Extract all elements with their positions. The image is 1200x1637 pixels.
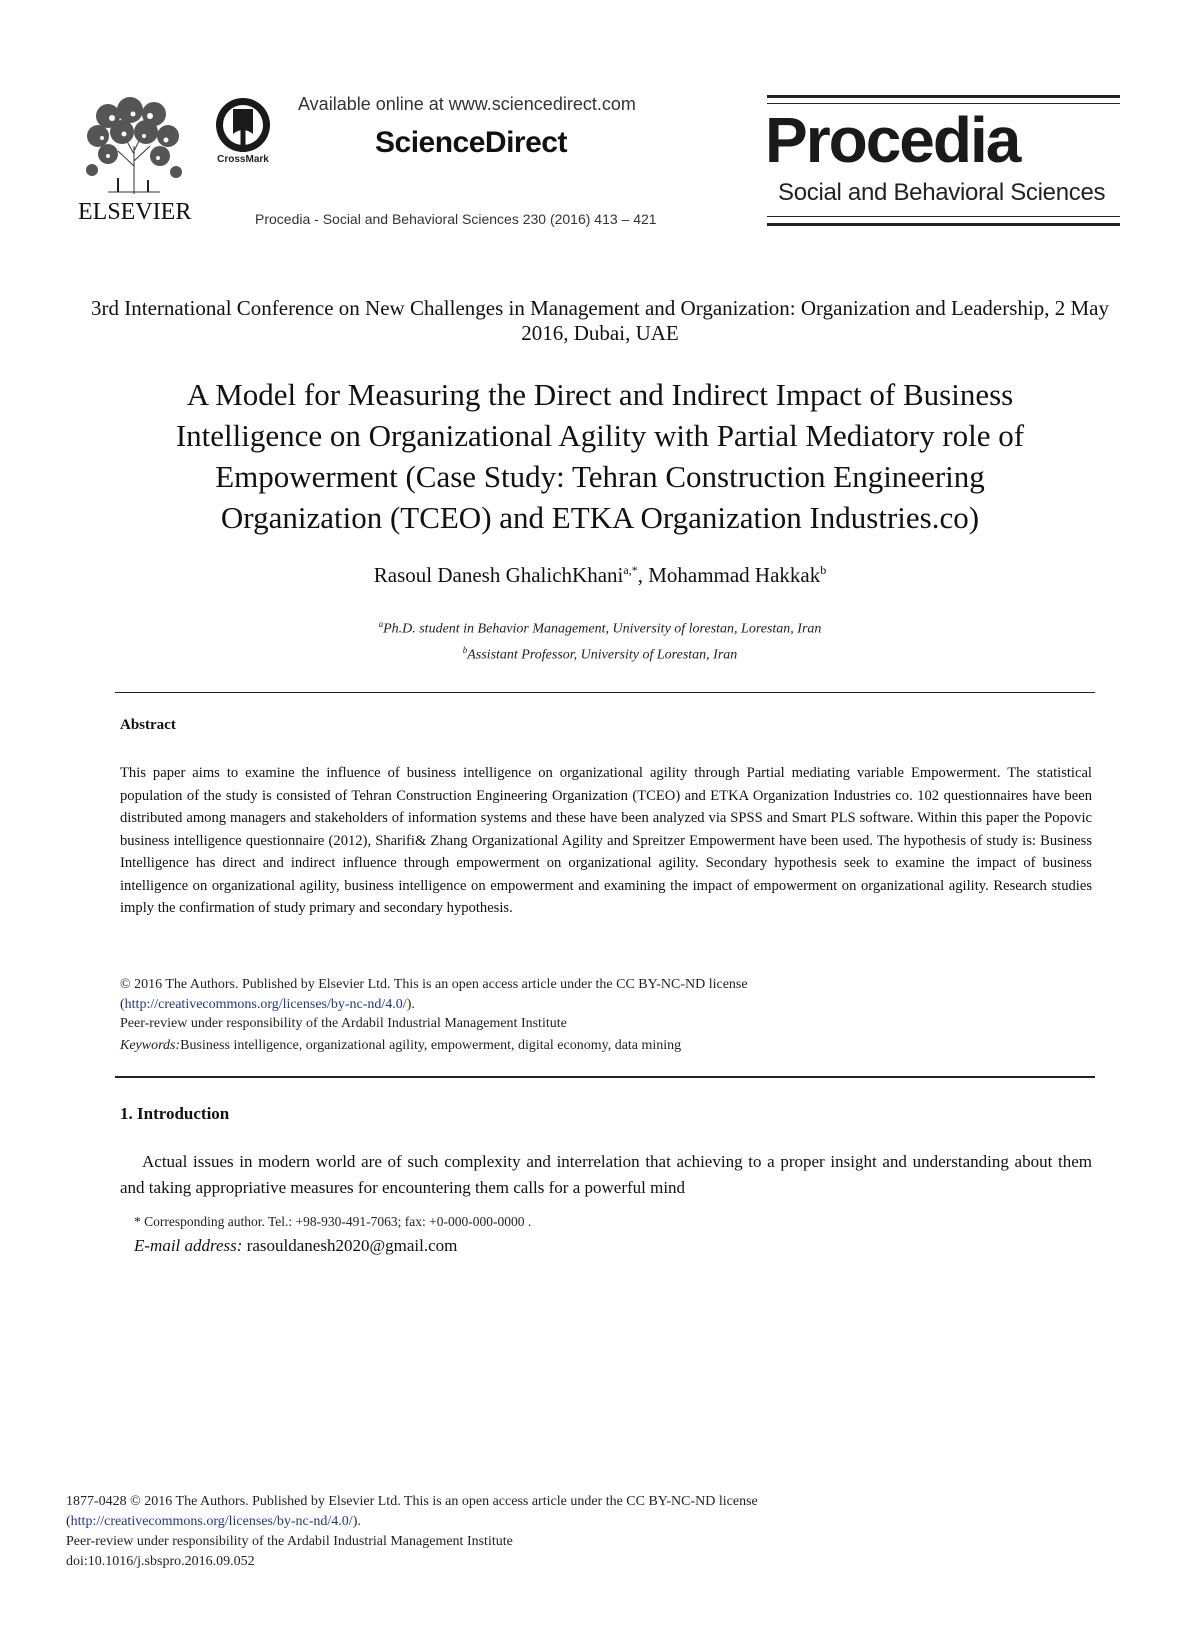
corresponding-author-note: * Corresponding author. Tel.: +98-930-491-7063; fax: +0-000-000-0000 . — [134, 1214, 532, 1229]
author-separator: , — [637, 563, 649, 587]
title-line: Intelligence on Organizational Agility with Partial Mediatory role of — [175, 418, 1025, 453]
keywords-label: Keywords: — [120, 1038, 181, 1053]
affiliation-text: Assistant Professor, University of Lorestan, Iran — [467, 647, 738, 663]
available-online: Available online at www.sciencedirect.com — [298, 94, 636, 114]
title-line: A Model for Measuring the Direct and Indirect Impact of Business — [186, 377, 1014, 412]
paren: ( — [66, 1514, 71, 1529]
copyright-link-line — [120, 995, 1092, 1015]
crossmark-badge[interactable] — [212, 96, 274, 172]
elsevier-wordmark: ELSEVIER — [78, 199, 192, 225]
page-footer — [66, 1492, 1066, 1572]
email-label: E-mail address: — [134, 1236, 243, 1255]
email-address[interactable]: rasouldanesh2020@gmail.com — [242, 1236, 458, 1255]
divider — [115, 1076, 1095, 1078]
abstract-heading: Abstract — [120, 717, 176, 733]
divider — [115, 692, 1095, 693]
footer-peer-review: Peer-review under responsibility of the Ardabil Industrial Management Institute — [66, 1534, 513, 1549]
abstract-body: This paper aims to examine the influence of business intelligence on organizational agility through Partial mediating variable Empowerment. The statistical population of the study is consisted of Tehran Construction Engineering Organization (TCEO) and ETKA Organization Industries co. 102 questionnaires have been distributed among managers and stakeholders of information systems and these have been analyzed via SPSS and Smart PLS software. Within this paper the Popovic business intelligence questionnaire (2012), Sharifi& Zhang Organizational Agility and Spreitzer Empowerment have been used. The hypothesis of study is: Business Intelligence has direct and indirect influence through empowerment on organizational agility. Secondary hypothesis seek to examine the impact of business intelligence on organizational agility, business intelligence on empowerment and examining the impact of empowerment on organizational agility. Research studies imply the confirmation of study primary and secondary hypothesis. — [120, 765, 1092, 916]
elsevier-tree-icon — [78, 96, 190, 196]
procedia-logo: Procedia — [765, 104, 1020, 176]
license-link[interactable]: http://creativecommons.org/licenses/by-nc-nd/4.0/ — [124, 996, 407, 1012]
procedia-rule — [767, 223, 1120, 226]
crossmark-icon — [212, 96, 274, 154]
affiliation-marker: a — [378, 619, 384, 629]
affiliation — [90, 640, 1110, 666]
procedia-subtitle: Social and Behavioral Sciences — [778, 179, 1106, 206]
keywords-list: Business intelligence, organizational agility, empowerment, digital economy, data mining — [180, 1038, 682, 1053]
author-name: Rasoul Danesh GhalichKhani — [373, 563, 624, 587]
conference-name: 3rd International Conference on New Challenges in Management and Organization: Organization and Leadership, 2 May 2016, Dubai, UAE — [91, 296, 1109, 345]
author-superscript: b — [820, 563, 827, 577]
copyright-line: © 2016 The Authors. Published by Elsevier Ltd. This is an open access article under the CC BY-NC-ND license — [120, 977, 748, 992]
section-heading: 1. Introduction — [120, 1104, 230, 1123]
footer-copyright: 1877-0428 © 2016 The Authors. Published by Elsevier Ltd. This is an open access article under the CC BY-NC-ND license — [66, 1494, 758, 1509]
paren: ( — [120, 996, 125, 1012]
procedia-rule — [767, 95, 1120, 98]
crossmark-label: CrossMark — [217, 154, 269, 165]
section-body: Actual issues in modern world are of such complexity and interrelation that achieving to a proper insight and understanding about them and taking appropriative measures for encountering them calls for a powerful mind — [120, 1152, 1092, 1197]
title-line: Organization (TCEO) and ETKA Organization Industries.co) — [220, 500, 980, 535]
email-note — [134, 1236, 457, 1256]
paren: ). — [406, 996, 415, 1012]
paper-title — [90, 374, 1110, 538]
affiliations — [90, 614, 1110, 665]
procedia-rule — [767, 216, 1120, 217]
keywords — [120, 1038, 1092, 1054]
author-list — [90, 563, 1110, 588]
affiliation-text: Ph.D. student in Behavior Management, University of lorestan, Lorestan, Iran — [383, 621, 822, 637]
journal-reference: Procedia - Social and Behavioral Sciences 230 (2016) 413 – 421 — [255, 211, 657, 227]
paren: ). — [352, 1514, 361, 1529]
author-name: Mohammad Hakkak — [648, 563, 821, 587]
abstract-copyright — [120, 975, 1092, 1034]
elsevier-logo — [78, 96, 192, 225]
affiliation-marker: b — [462, 644, 468, 655]
author-superscript: a,* — [623, 563, 638, 577]
footer-license-link[interactable]: http://creativecommons.org/licenses/by-nc-nd/4.0/ — [70, 1514, 353, 1529]
peer-review-line: Peer-review under responsibility of the Ardabil Industrial Management Institute — [120, 1016, 567, 1031]
footer-doi[interactable]: doi:10.1016/j.sbspro.2016.09.052 — [66, 1554, 255, 1569]
sciencedirect-logo: ScienceDirect — [375, 126, 567, 159]
footer-link-line — [66, 1512, 1066, 1532]
affiliation — [90, 614, 1110, 640]
title-line: Empowerment (Case Study: Tehran Construction Engineering — [215, 459, 985, 494]
